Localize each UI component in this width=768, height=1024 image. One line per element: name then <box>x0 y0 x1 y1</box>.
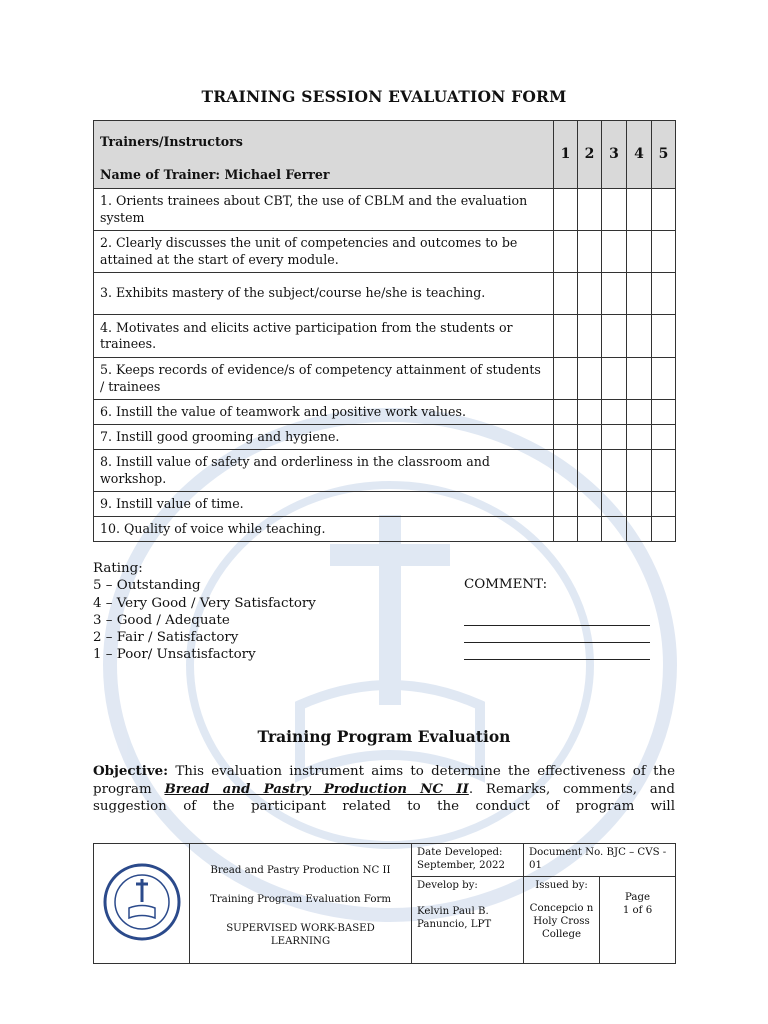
rating-cell[interactable] <box>652 231 676 273</box>
comment-line[interactable] <box>464 659 650 660</box>
rating-level: 1 – Poor/ Unsatisfactory <box>93 647 256 663</box>
table-row <box>94 315 676 358</box>
rating-cell[interactable] <box>602 315 627 358</box>
rating-cell[interactable] <box>602 358 627 400</box>
doc-title-line: Training Program Evaluation Form <box>210 893 391 905</box>
scale-4: 4 <box>627 121 652 189</box>
table-header-row <box>94 121 676 189</box>
logo-cell <box>94 844 190 964</box>
rating-cell[interactable] <box>578 358 602 400</box>
rating-cell[interactable] <box>652 517 676 542</box>
rating-cell[interactable] <box>578 273 602 315</box>
issued-by-cell <box>524 877 600 964</box>
table-row <box>94 450 676 492</box>
document-number: Document No. BJC – CVS - 01 <box>524 844 676 877</box>
document-footer-table <box>93 843 676 964</box>
program-name: Bread and Pastry Production NC II <box>164 780 469 797</box>
trainer-name: Name of Trainer: Michael Ferrer <box>100 167 330 182</box>
rating-cell[interactable] <box>627 450 652 492</box>
issued-label: Issued by: <box>535 880 588 891</box>
rating-cell[interactable] <box>554 231 578 273</box>
rating-cell[interactable] <box>554 400 578 425</box>
rating-cell[interactable] <box>602 273 627 315</box>
rating-cell[interactable] <box>652 425 676 450</box>
criterion-2: 2. Clearly discusses the unit of competencies and outcomes to be attained at the start of every module. <box>94 231 554 273</box>
table-row <box>94 492 676 517</box>
rating-cell[interactable] <box>652 358 676 400</box>
rating-level: 2 – Fair / Satisfactory <box>93 630 239 646</box>
page-number: 1 of 6 <box>622 905 653 916</box>
trainer-evaluation-table <box>93 120 676 542</box>
rating-cell[interactable] <box>652 492 676 517</box>
rating-legend <box>93 560 316 664</box>
criterion-6: 6. Instill the value of teamwork and positive work values. <box>94 400 554 425</box>
rating-cell[interactable] <box>578 400 602 425</box>
criterion-10: 10. Quality of voice while teaching. <box>94 517 554 542</box>
college-logo-icon <box>102 862 182 942</box>
table-row <box>94 358 676 400</box>
header-label-cell <box>94 121 554 189</box>
developer-label: Develop by: <box>417 880 478 891</box>
objective-paragraph <box>93 763 675 816</box>
objective-label: Objective: <box>93 763 169 779</box>
rating-cell[interactable] <box>652 315 676 358</box>
table-row <box>94 189 676 231</box>
trainers-instructors-label: Trainers/Instructors <box>100 133 243 149</box>
rating-level: 4 – Very Good / Very Satisfactory <box>93 595 316 611</box>
rating-level: 5 – Outstanding <box>93 578 201 594</box>
page-title: TRAINING SESSION EVALUATION FORM <box>201 87 567 106</box>
developer-name: Kelvin Paul B. Panuncio, LPT <box>417 906 492 930</box>
criterion-7: 7. Instill good grooming and hygiene. <box>94 425 554 450</box>
criterion-3: 3. Exhibits mastery of the subject/course he/she is teaching. <box>94 273 554 315</box>
rating-cell[interactable] <box>578 231 602 273</box>
rating-cell[interactable] <box>602 450 627 492</box>
rating-cell[interactable] <box>652 189 676 231</box>
table-row <box>94 273 676 315</box>
rating-cell[interactable] <box>652 400 676 425</box>
rating-cell[interactable] <box>602 189 627 231</box>
table-row <box>94 231 676 273</box>
rating-cell[interactable] <box>578 517 602 542</box>
rating-cell[interactable] <box>578 315 602 358</box>
table-row <box>94 517 676 542</box>
rating-cell[interactable] <box>627 315 652 358</box>
criterion-5: 5. Keeps records of evidence/s of competency attainment of students / trainees <box>94 358 554 400</box>
date-developed-cell <box>412 844 524 877</box>
section-title: Training Program Evaluation <box>257 727 511 746</box>
rating-cell[interactable] <box>602 517 627 542</box>
rating-cell[interactable] <box>602 400 627 425</box>
doc-title-line: Bread and Pastry Production NC II <box>210 864 391 876</box>
comment-line[interactable] <box>464 625 650 626</box>
rating-cell[interactable] <box>602 425 627 450</box>
comment-label: COMMENT: <box>464 577 548 592</box>
table-row <box>94 425 676 450</box>
rating-cell[interactable] <box>652 273 676 315</box>
scale-5: 5 <box>652 121 676 189</box>
rating-cell[interactable] <box>554 189 578 231</box>
rating-cell[interactable] <box>602 231 627 273</box>
rating-cell[interactable] <box>627 358 652 400</box>
rating-cell[interactable] <box>627 517 652 542</box>
criterion-9: 9. Instill value of time. <box>94 492 554 517</box>
date-value: September, 2022 <box>417 860 506 871</box>
page-cell <box>600 877 676 964</box>
rating-cell[interactable] <box>554 425 578 450</box>
date-label: Date Developed: <box>417 847 503 858</box>
rating-cell[interactable] <box>578 189 602 231</box>
criterion-1: 1. Orients trainees about CBT, the use of CBLM and the evaluation system <box>94 189 554 231</box>
doc-title-line: SUPERVISED WORK-BASED LEARNING <box>226 922 375 947</box>
rating-cell[interactable] <box>554 492 578 517</box>
rating-cell[interactable] <box>627 425 652 450</box>
rating-cell[interactable] <box>627 273 652 315</box>
rating-cell[interactable] <box>578 450 602 492</box>
doc-title-cell <box>190 844 412 964</box>
criterion-4: 4. Motivates and elicits active participation from the students or trainees. <box>94 315 554 358</box>
rating-cell[interactable] <box>627 492 652 517</box>
rating-cell[interactable] <box>627 400 652 425</box>
page-label: Page <box>624 892 651 903</box>
rating-cell[interactable] <box>602 492 627 517</box>
rating-cell[interactable] <box>627 189 652 231</box>
rating-cell[interactable] <box>554 315 578 358</box>
rating-level: 3 – Good / Adequate <box>93 612 230 628</box>
developed-by-cell <box>412 877 524 964</box>
issuer-name: Concepcio n Holy Cross College <box>529 903 594 940</box>
table-row <box>94 400 676 425</box>
rating-cell[interactable] <box>554 517 578 542</box>
criterion-8: 8. Instill value of safety and orderliness in the classroom and workshop. <box>94 450 554 492</box>
rating-cell[interactable] <box>554 450 578 492</box>
rating-cell[interactable] <box>578 492 602 517</box>
scale-1: 1 <box>554 121 578 189</box>
objective-text: . Remarks, comments, and suggestion of the participant related to the conduct of program will <box>93 781 675 814</box>
scale-3: 3 <box>602 121 627 189</box>
rating-cell[interactable] <box>627 231 652 273</box>
scale-2: 2 <box>578 121 602 189</box>
comment-line[interactable] <box>464 642 650 643</box>
rating-label: Rating: <box>93 561 143 576</box>
rating-cell[interactable] <box>578 425 602 450</box>
rating-cell[interactable] <box>652 450 676 492</box>
rating-cell[interactable] <box>554 358 578 400</box>
objective-text: This evaluation instrument aims to determine the effectiveness of the program <box>93 764 675 797</box>
rating-cell[interactable] <box>554 273 578 315</box>
